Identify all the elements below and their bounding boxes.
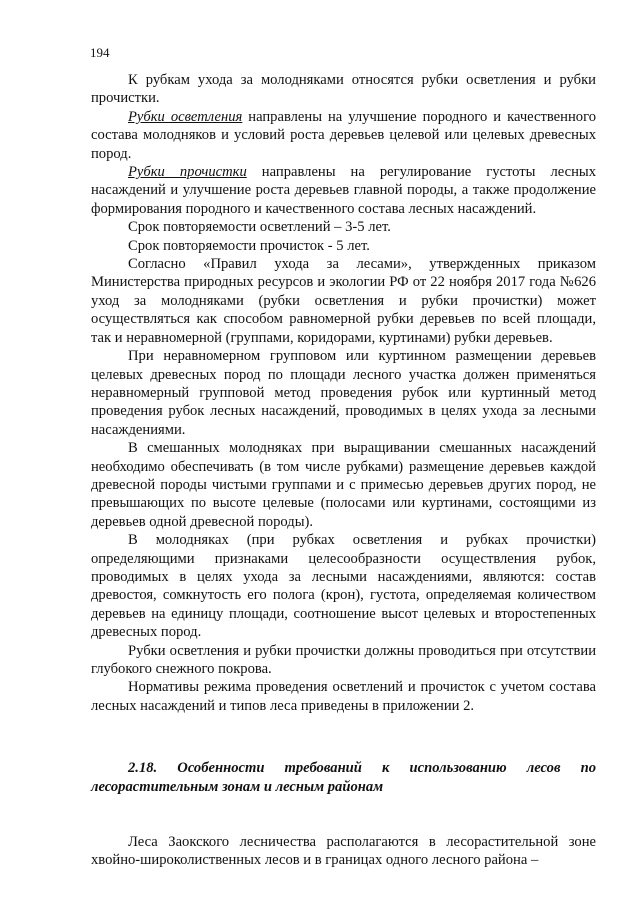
paragraph-appendix-ref: Нормативы режима проведения осветлений и прочисток с учетом состава лесных насаждений и типов леса приведены в приложении 2.: [91, 679, 596, 714]
paragraph-uneven-placement: При неравномерном групповом или куртинном размещении деревьев целевых древесных пород по площади лесного участка должен применяться неравномерный групповой метод проведения рубок или куртинный метод проведения рубок лесных насаждений, проводимых в целях ухода за лесными насаждениями.: [91, 348, 596, 438]
paragraph-osvetlenie: [91, 108, 596, 163]
term-rubki-prochistki: Рубки прочистки: [128, 164, 247, 181]
paragraph-osvetlenie-text: направлены на улучшение породного и качественного состава молодняков и условий роста деревьев целевой или целевых древесных пород.: [91, 108, 596, 162]
document-body: [91, 71, 596, 870]
paragraph-intro: К рубкам ухода за молодняками относятся рубки осветления и рубки прочистки.: [91, 72, 596, 107]
page-number: 194: [90, 45, 110, 60]
paragraph-criteria: В молодняках (при рубках осветления и рубках прочистки) определяющими признаками целесообразности осуществления рубок, проводимых в целях ухода за лесными насаждениями, являются: состав древостоя, сомкнутость его полога (крон), густота, определяемая количеством деревьев на единицу площади, соотношение высот целевых и второстепенных древесных пород.: [91, 532, 596, 641]
paragraph-period-prochistok: Срок повторяемости прочисток - 5 лет.: [128, 237, 370, 254]
paragraph-mixed-stands: В смешанных молодняках при выращивании смешанных насаждений необходимо обеспечивать (в том числе рубками) размещение деревьев каждой древесной породы чистыми группами и с примесью деревьев других пород, не превышающих по высоте целевые (полосами или куртинами, состоящими из деревьев одной древесной породы).: [91, 440, 596, 530]
paragraph-prochistki: [91, 163, 596, 218]
paragraph-forest-zone: Леса Заокского лесничества располагаются в лесорастительной зоне хвойно-широколиственных лесов и в границах одного лесного района –: [91, 834, 596, 869]
paragraph-rules-order: Согласно «Правил ухода за лесами», утвержденных приказом Министерства природных ресурсов и экологии РФ от 22 ноября 2017 года №626 уход за молодняками (рубки осветления и рубки прочистки) может осуществляться как способом равномерной рубки деревьев по всей площади, так и неравномерной (группами, коридорами, куртинами) рубки деревьев.: [91, 256, 596, 346]
paragraph-prochistki-text: направлены на регулирование густоты лесных насаждений и улучшение роста деревьев главной породы, а также продолжение формирования породного и качественного состава лесных насаждений.: [91, 164, 596, 217]
section-gap: [91, 796, 596, 833]
section-heading: 2.18. Особенности требований к использованию лесов по лесорастительным зонам и лесным районам: [91, 760, 596, 795]
term-rubki-osvetleniya: Рубки осветления: [128, 108, 243, 125]
paragraph-snow-cover: Рубки осветления и рубки прочистки должны проводиться при отсутствии глубокого снежного покрова.: [91, 642, 596, 677]
paragraph-period-osvetleniy: Срок повторяемости осветлений – 3-5 лет.: [128, 219, 391, 236]
